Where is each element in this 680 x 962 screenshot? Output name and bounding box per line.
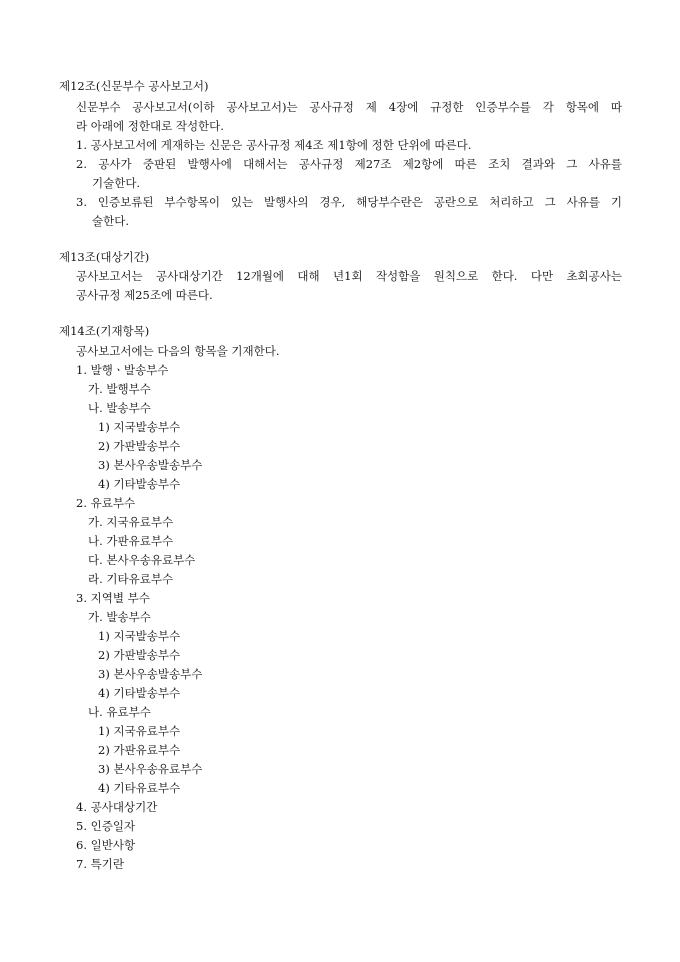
list-item: 3) 본사우송발송부수 [98,458,203,472]
list-item: 나. 가판유료부수 [88,534,174,548]
list-item: 5. 인증일자 [76,819,136,833]
article-12-heading: 제12조(신문부수 공사보고서) [59,79,209,93]
article-12-item-1: 1. 공사보고서에 게재하는 신문은 공사규정 제4조 제1항에 정한 단위에 따른다. [76,138,472,152]
list-item: 1) 지국발송부수 [98,420,181,434]
list-item: 1. 발행ㆍ발송부수 [76,363,169,377]
list-item: 2) 가판발송부수 [98,439,181,453]
list-item: 3) 본사우송유료부수 [98,762,203,776]
article-14-heading: 제14조(기재항목) [59,324,150,338]
article-12-intro-line-1: 신문부수 공사보고서(이하 공사보고서)는 공사규정 제 4장에 규정한 인증부수를 각 항목에 따 [76,100,622,114]
article-12-item-3-line-1: 3. 인증보류된 부수항목이 있는 발행사의 경우, 해당부수란은 공란으로 처리하고 그 사유를 기 [76,195,622,209]
list-item: 2) 가판발송부수 [98,648,181,662]
article-12-item-2-line-1: 2. 공사가 중판된 발행사에 대해서는 공사규정 제27조 제2항에 따른 조치 결과와 그 사유를 [76,157,622,171]
article-14-intro: 공사보고서에는 다음의 항목을 기재한다. [76,344,280,358]
list-item: 가. 발행부수 [88,382,151,396]
article-13-heading: 제13조(대상기간) [59,250,150,264]
list-item: 1) 지국발송부수 [98,629,181,643]
list-item: 2. 유료부수 [76,496,136,510]
article-13-intro-line-1: 공사보고서는 공사대상기간 12개월에 대해 년1회 작성함을 원칙으로 한다. 다만 초회공사는 [76,269,622,283]
article-13-intro-line-2: 공사규정 제25조에 따른다. [76,288,213,302]
list-item: 4) 기타유료부수 [98,781,181,795]
list-item: 4) 기타발송부수 [98,686,181,700]
list-item: 4) 기타발송부수 [98,477,181,491]
list-item: 가. 발송부수 [88,610,151,624]
list-item: 가. 지국유료부수 [88,515,174,529]
list-item: 나. 유료부수 [88,705,151,719]
list-item: 6. 일반사항 [76,838,136,852]
list-item: 2) 가판유료부수 [98,743,181,757]
list-item: 다. 본사우송유료부수 [88,553,196,567]
article-12-item-2-line-2: 기술한다. [92,176,141,190]
list-item: 4. 공사대상기간 [76,800,158,814]
list-item: 라. 기타유료부수 [88,572,174,586]
list-item: 7. 특기란 [76,857,124,871]
list-item: 3) 본사우송발송부수 [98,667,203,681]
list-item: 1) 지국유료부수 [98,724,181,738]
list-item: 나. 발송부수 [88,401,151,415]
article-12-intro-line-2: 라 아래에 정한대로 작성한다. [76,119,224,133]
article-12-item-3-line-2: 술한다. [92,214,129,228]
list-item: 3. 지역별 부수 [76,591,150,605]
